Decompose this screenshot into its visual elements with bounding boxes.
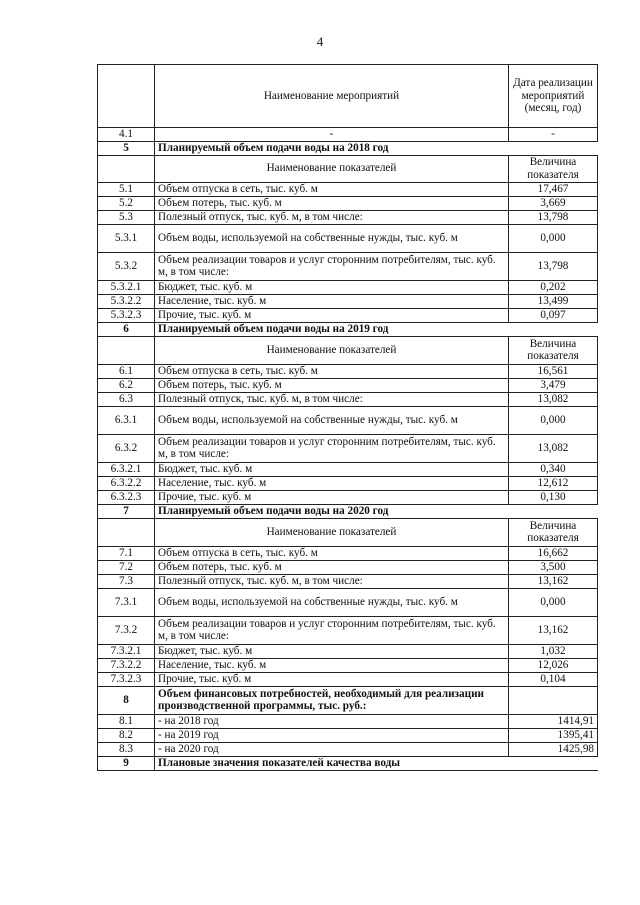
indicator-value: - <box>509 128 598 142</box>
table-row <box>98 378 598 392</box>
indicator-name: Объем отпуска в сеть, тыс. куб. м <box>155 364 509 378</box>
indicator-value: 12,026 <box>509 658 598 672</box>
section-title: Планируемый объем подачи воды на 2020 год <box>155 504 598 518</box>
date-title: Дата реализации мероприятий (месяц, год) <box>509 65 598 128</box>
indicator-value: 0,000 <box>509 588 598 616</box>
table-row <box>98 434 598 462</box>
table-row <box>98 728 598 742</box>
indicator-header-row <box>98 155 598 182</box>
row-number: 7.3.2.1 <box>98 644 155 658</box>
indicator-value: 1425,98 <box>509 742 598 756</box>
table-row <box>98 490 598 504</box>
row-number: 6.3.2.2 <box>98 476 155 490</box>
indicator-name-header: Наименование показателей <box>155 518 509 546</box>
table-row <box>98 560 598 574</box>
table-header-row <box>98 65 598 128</box>
measures-title: Наименование мероприятий <box>155 65 509 128</box>
indicator-value: 13,499 <box>509 294 598 308</box>
indicator-name: Объем реализации товаров и услуг сторонним потребителям, тыс. куб. м, в том числе: <box>155 252 509 280</box>
row-number: 6.3.2.1 <box>98 462 155 476</box>
row-number: 7.3.1 <box>98 588 155 616</box>
indicator-name: Население, тыс. куб. м <box>155 658 509 672</box>
table-row <box>98 546 598 560</box>
section-title: Плановые значения показателей качества воды <box>155 756 598 770</box>
indicator-name: Полезный отпуск, тыс. куб. м, в том числе: <box>155 392 509 406</box>
indicator-value-header: Величина показателя <box>509 336 598 364</box>
indicator-name: Бюджет, тыс. куб. м <box>155 644 509 658</box>
water-supply-table <box>97 64 598 771</box>
indicator-value: 17,467 <box>509 182 598 196</box>
table-row <box>98 308 598 322</box>
indicator-value: 3,479 <box>509 378 598 392</box>
indicator-name: - на 2020 год <box>155 742 509 756</box>
row-number: 6.3.1 <box>98 406 155 434</box>
indicator-name: Объем воды, используемой на собственные нужды, тыс. куб. м <box>155 588 509 616</box>
section-row <box>98 322 598 336</box>
indicator-value: 0,340 <box>509 462 598 476</box>
indicator-value: 1,032 <box>509 644 598 658</box>
row-number: 5.3 <box>98 210 155 224</box>
section-number: 5 <box>98 141 155 155</box>
section-title: Планируемый объем подачи воды на 2018 год <box>155 141 598 155</box>
row-number: 7.2 <box>98 560 155 574</box>
indicator-name: Прочие, тыс. куб. м <box>155 308 509 322</box>
row-number: 5.3.2.3 <box>98 308 155 322</box>
table-row <box>98 574 598 588</box>
section-number: 9 <box>98 756 155 770</box>
section-row <box>98 686 598 714</box>
indicator-value: 0,000 <box>509 406 598 434</box>
table-row <box>98 406 598 434</box>
indicator-name: Объем реализации товаров и услуг сторонним потребителям, тыс. куб. м, в том числе: <box>155 616 509 644</box>
table-row <box>98 196 598 210</box>
indicator-name: Объем отпуска в сеть, тыс. куб. м <box>155 546 509 560</box>
section-value <box>509 686 598 714</box>
row-number: 5.3.2.2 <box>98 294 155 308</box>
row-number: 6.2 <box>98 378 155 392</box>
row-number: 5.1 <box>98 182 155 196</box>
indicator-name: Объем воды, используемой на собственные нужды, тыс. куб. м <box>155 224 509 252</box>
indicator-name: Население, тыс. куб. м <box>155 294 509 308</box>
indicator-name: - на 2019 год <box>155 728 509 742</box>
indicator-value: 0,000 <box>509 224 598 252</box>
row-number: 6.3 <box>98 392 155 406</box>
indicator-name: Объем отпуска в сеть, тыс. куб. м <box>155 182 509 196</box>
row-number: 4.1 <box>98 128 155 142</box>
indicator-header-num <box>98 336 155 364</box>
section-row <box>98 504 598 518</box>
table-row <box>98 672 598 686</box>
indicator-name: - <box>155 128 509 142</box>
indicator-name: - на 2018 год <box>155 714 509 728</box>
indicator-header-num <box>98 518 155 546</box>
indicator-name-header: Наименование показателей <box>155 155 509 182</box>
indicator-name: Полезный отпуск, тыс. куб. м, в том числе: <box>155 574 509 588</box>
indicator-name: Объем потерь, тыс. куб. м <box>155 378 509 392</box>
indicator-name: Полезный отпуск, тыс. куб. м, в том числе: <box>155 210 509 224</box>
indicator-header-num <box>98 155 155 182</box>
indicator-name: Прочие, тыс. куб. м <box>155 672 509 686</box>
table-row <box>98 364 598 378</box>
table-row <box>98 252 598 280</box>
row-number: 7.3 <box>98 574 155 588</box>
indicator-value: 1414,91 <box>509 714 598 728</box>
row-number: 7.1 <box>98 546 155 560</box>
indicator-value: 13,798 <box>509 210 598 224</box>
row-number: 8.1 <box>98 714 155 728</box>
table-row <box>98 588 598 616</box>
table-row <box>98 476 598 490</box>
row-number: 7.3.2.2 <box>98 658 155 672</box>
indicator-value: 13,082 <box>509 434 598 462</box>
table-row <box>98 128 598 142</box>
table-row <box>98 714 598 728</box>
row-number: 5.3.1 <box>98 224 155 252</box>
table-row <box>98 182 598 196</box>
page-number: 4 <box>316 34 324 49</box>
indicator-value: 0,202 <box>509 280 598 294</box>
table-row <box>98 392 598 406</box>
indicator-value: 1395,41 <box>509 728 598 742</box>
indicator-value: 13,798 <box>509 252 598 280</box>
table-row <box>98 224 598 252</box>
indicator-name: Объем потерь, тыс. куб. м <box>155 560 509 574</box>
indicator-name: Население, тыс. куб. м <box>155 476 509 490</box>
table-row <box>98 742 598 756</box>
indicator-value-header: Величина показателя <box>509 155 598 182</box>
indicator-value: 0,097 <box>509 308 598 322</box>
indicator-name: Бюджет, тыс. куб. м <box>155 462 509 476</box>
table-row <box>98 644 598 658</box>
indicator-value: 13,082 <box>509 392 598 406</box>
section-title: Объем финансовых потребностей, необходимый для реализации производственной программы, тыс. руб.: <box>155 686 509 714</box>
indicator-value: 3,500 <box>509 560 598 574</box>
indicator-value: 12,612 <box>509 476 598 490</box>
indicator-value: 3,669 <box>509 196 598 210</box>
indicator-name: Объем потерь, тыс. куб. м <box>155 196 509 210</box>
indicator-header-row <box>98 518 598 546</box>
section-number: 7 <box>98 504 155 518</box>
row-number: 8.2 <box>98 728 155 742</box>
indicator-name: Объем воды, используемой на собственные нужды, тыс. куб. м <box>155 406 509 434</box>
indicator-name: Бюджет, тыс. куб. м <box>155 280 509 294</box>
table-row <box>98 280 598 294</box>
indicator-value: 13,162 <box>509 574 598 588</box>
indicator-header-row <box>98 336 598 364</box>
section-row <box>98 141 598 155</box>
section-number: 8 <box>98 686 155 714</box>
table-row <box>98 462 598 476</box>
row-number: 6.3.2.3 <box>98 490 155 504</box>
indicator-value: 16,561 <box>509 364 598 378</box>
row-number: 7.3.2.3 <box>98 672 155 686</box>
row-number: 6.3.2 <box>98 434 155 462</box>
section-number: 6 <box>98 322 155 336</box>
table-row <box>98 616 598 644</box>
indicator-name: Прочие, тыс. куб. м <box>155 490 509 504</box>
row-number: 5.3.2 <box>98 252 155 280</box>
indicator-value: 0,130 <box>509 490 598 504</box>
row-number: 6.1 <box>98 364 155 378</box>
indicator-name: Объем реализации товаров и услуг сторонним потребителям, тыс. куб. м, в том числе: <box>155 434 509 462</box>
table-row <box>98 294 598 308</box>
row-number: 5.3.2.1 <box>98 280 155 294</box>
indicator-value: 13,162 <box>509 616 598 644</box>
header-num-cell <box>98 65 155 128</box>
table-row <box>98 210 598 224</box>
row-number: 7.3.2 <box>98 616 155 644</box>
indicator-value: 16,662 <box>509 546 598 560</box>
section-row <box>98 756 598 770</box>
row-number: 8.3 <box>98 742 155 756</box>
indicator-name-header: Наименование показателей <box>155 336 509 364</box>
row-number: 5.2 <box>98 196 155 210</box>
section-title: Планируемый объем подачи воды на 2019 год <box>155 322 598 336</box>
indicator-value: 0,104 <box>509 672 598 686</box>
indicator-value-header: Величина показателя <box>509 518 598 546</box>
table-row <box>98 658 598 672</box>
